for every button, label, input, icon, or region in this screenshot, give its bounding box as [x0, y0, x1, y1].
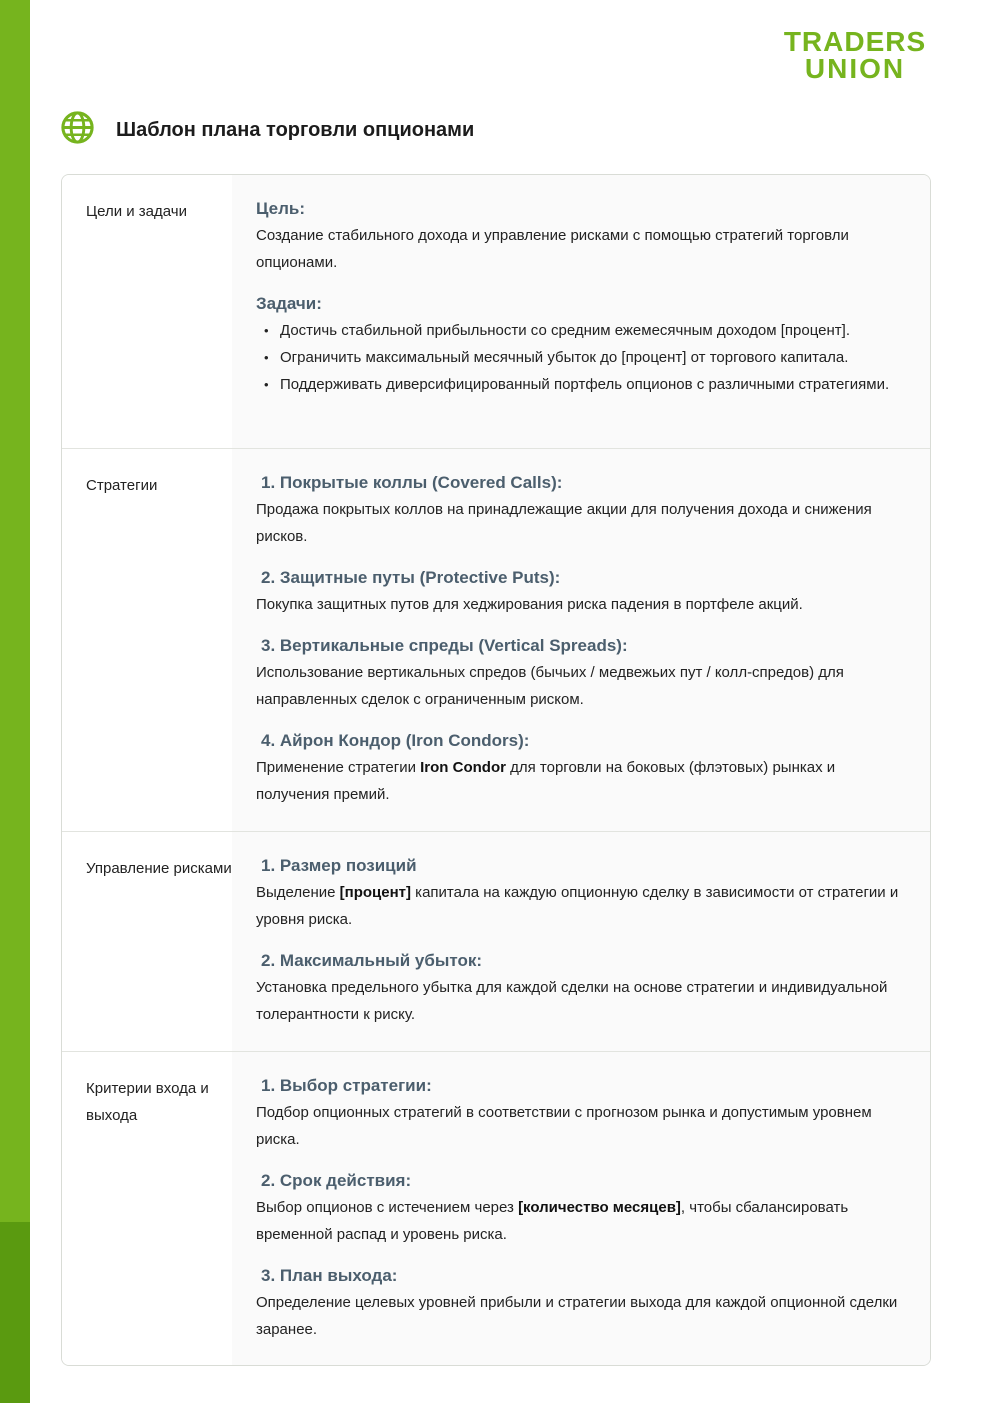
- risk-text: Установка предельного убытка для каждой сделки на основе стратегии и индивидуальной толерантности к риску.: [256, 979, 888, 1023]
- criteria-heading: 2. Срок действия:: [261, 1171, 412, 1190]
- bold-text: [количество месяцев]: [518, 1199, 681, 1216]
- text-part: капитала на каждую опционную сделку в зависимости от стратегии и уровня риска.: [256, 884, 899, 928]
- side-accent-bar-bottom: [0, 1222, 30, 1403]
- list-item: • Достичь стабильной прибыльности со средним ежемесячным доходом [процент].: [280, 317, 910, 344]
- plan-table: [61, 174, 931, 1366]
- goal-heading: Цель:: [256, 199, 305, 218]
- table-row-goals: [62, 175, 930, 448]
- goal-text: Создание стабильного дохода и управление рисками с помощью стратегий торговли опционами.: [256, 227, 849, 271]
- text-part: , чтобы сбалансировать временной распад и уровень риска.: [256, 1199, 849, 1243]
- row-label-risk: Управление рисками: [62, 832, 232, 1051]
- row-body-strategies: [232, 449, 930, 831]
- strategy-text: Продажа покрытых коллов на принадлежащие акции для получения дохода и снижения рисков.: [256, 501, 872, 545]
- globe-icon: [60, 110, 95, 150]
- list-item: • Поддерживать диверсифицированный портфель опционов с различными стратегиями.: [280, 371, 910, 398]
- strategy-heading: 3. Вертикальные спреды (Vertical Spreads):: [261, 636, 628, 655]
- row-body-goals: [232, 175, 930, 448]
- tasks-heading: Задачи:: [256, 294, 322, 313]
- page-header: [60, 110, 474, 150]
- traders-union-logo[interactable]: [776, 28, 934, 82]
- text-part: для торговли на боковых (флэтовых) рынках и получения премий.: [256, 759, 836, 803]
- risk-heading: 1. Размер позиций: [261, 856, 417, 875]
- strategy-heading: 4. Айрон Кондор (Iron Condors):: [261, 731, 530, 750]
- row-body-risk: [232, 832, 930, 1051]
- criteria-heading: 1. Выбор стратегии:: [261, 1076, 432, 1095]
- criteria-text: [256, 1194, 910, 1248]
- row-body-entry-exit: [232, 1052, 930, 1365]
- tasks-list: [256, 317, 910, 398]
- criteria-heading: 3. План выхода:: [261, 1266, 398, 1285]
- strategy-text: [256, 754, 910, 808]
- risk-heading: 2. Максимальный убыток:: [261, 951, 483, 970]
- list-item: • Ограничить максимальный месячный убыток до [процент] от торгового капитала.: [280, 344, 910, 371]
- text-part: Выбор опционов с истечением через: [256, 1199, 519, 1216]
- strategy-text: Использование вертикальных спредов (бычьих / медвежьих пут / колл-спредов) для направленных сделок с ограниченным риском.: [256, 664, 844, 708]
- criteria-text: Определение целевых уровней прибыли и стратегии выхода для каждой опционной сделки заранее.: [256, 1294, 898, 1338]
- bold-text: [процент]: [339, 884, 412, 901]
- side-accent-bar: [0, 0, 30, 1403]
- text-part: Выделение: [256, 884, 340, 901]
- text-part: Применение стратегии: [256, 759, 421, 776]
- table-row-entry-exit: [62, 1052, 930, 1365]
- logo-line-2: UNION: [804, 53, 906, 84]
- strategy-text: Покупка защитных путов для хеджирования риска падения в портфеле акций.: [256, 596, 803, 613]
- page-title: Шаблон плана торговли опционами: [116, 118, 475, 141]
- risk-text: [256, 879, 910, 933]
- bold-text: Iron Condor: [420, 759, 506, 776]
- strategy-heading: 2. Защитные путы (Protective Puts):: [261, 568, 561, 587]
- row-label-goals: Цели и задачи: [62, 175, 232, 448]
- criteria-text: Подбор опционных стратегий в соответствии с прогнозом рынка и допустимым уровнем риска.: [256, 1104, 872, 1148]
- table-row-strategies: [62, 449, 930, 831]
- table-row-risk: [62, 832, 930, 1051]
- logo-line-1: TRADERS: [783, 26, 927, 57]
- strategy-heading: 1. Покрытые коллы (Covered Calls):: [261, 473, 563, 492]
- row-label-entry-exit: Критерии входа и выхода: [62, 1052, 232, 1365]
- row-label-strategies: Стратегии: [62, 449, 232, 831]
